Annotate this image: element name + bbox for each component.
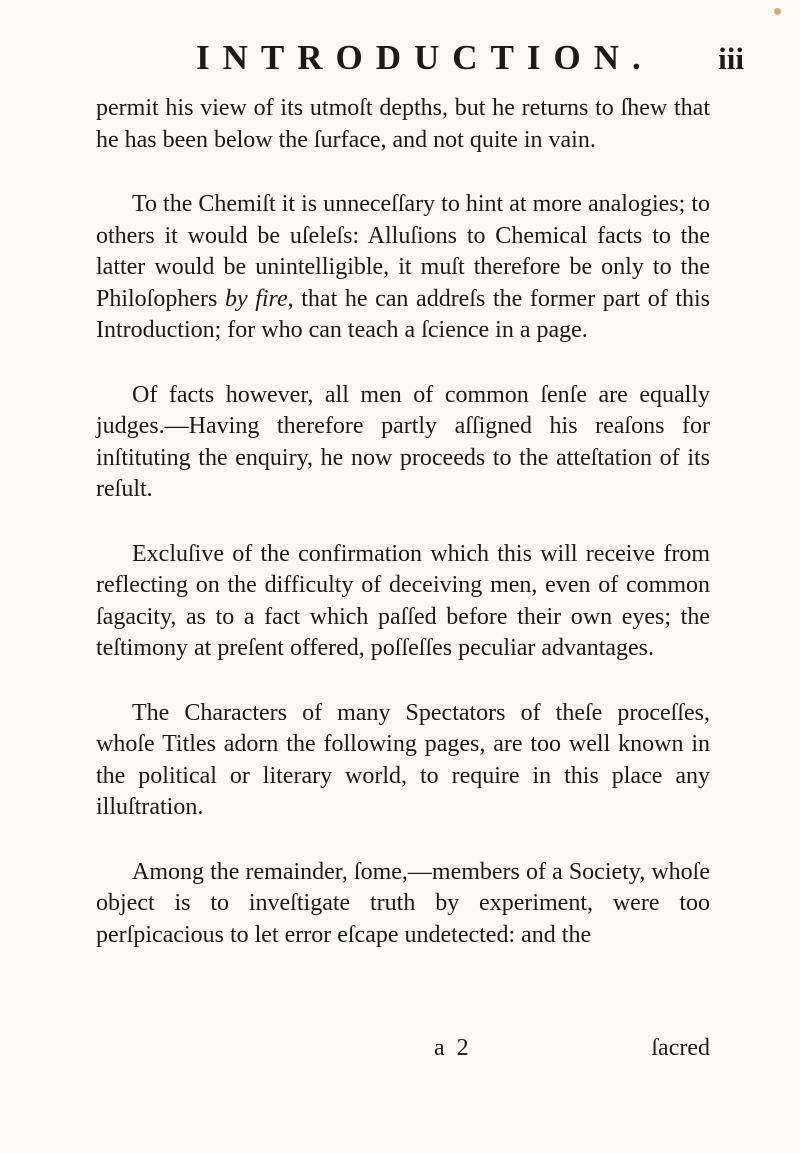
page-header: [196, 38, 744, 86]
text-run: Excluſive of the confirmation which this will receive from reflecting on the difficulty of deceiving men, even of common ſagacity, as to a fact which paſſed before their own eyes; the teſtimony at preſent offered, poſſeſſes peculiar advantages.: [96, 540, 710, 661]
text-run: The Characters of many Spectators of theſe proceſſes, whoſe Titles adorn the following pages, are too well known in the political or literary world, to require in this place any illuſtration.: [96, 699, 710, 820]
paragraph: [96, 857, 710, 952]
ink-speck-mark: [774, 8, 781, 15]
text-run: permit his view of its utmoſt depths, but he returns to ſhew that he has been below the ſurface, and not quite in vain.: [96, 95, 710, 153]
paragraph: [96, 93, 710, 156]
text-run: Of facts however, all men of common ſenſe are equally judges.—Having therefore partly aſſigned his reaſons for inſtituting the enquiry, he now proceeds to the atteſtation of its reſult.: [96, 381, 710, 502]
text-run: Among the remainder, ſome,—members of a Society, whoſe object is to inveſtigate truth by experiment, were too perſpicacious to let error eſcape undetected: and the: [96, 858, 710, 948]
body-text: [96, 93, 710, 984]
catchword: ſacred: [651, 1035, 710, 1061]
text-run: To the Chemiſt it is unneceſſary to hint at more analogies; to others it would be uſeleſs: Alluſions to Chemical facts to the latter would be unintelligible, it muſt therefore be only to the Philoſophers: [96, 191, 710, 312]
page-number: iii: [718, 41, 744, 76]
text-run: , that he can addreſs the former part of this Introduction; for who can teach a ſcience in a page.: [96, 285, 710, 343]
page-footer: [96, 1035, 710, 1067]
signature-mark: a 2: [434, 1035, 472, 1061]
paragraph: [96, 698, 710, 824]
paragraph: [96, 539, 710, 665]
paragraph: [96, 380, 710, 506]
running-title: INTRODUCTION.: [196, 38, 654, 77]
italic-text: by fire: [224, 285, 288, 312]
paragraph: [96, 189, 710, 347]
